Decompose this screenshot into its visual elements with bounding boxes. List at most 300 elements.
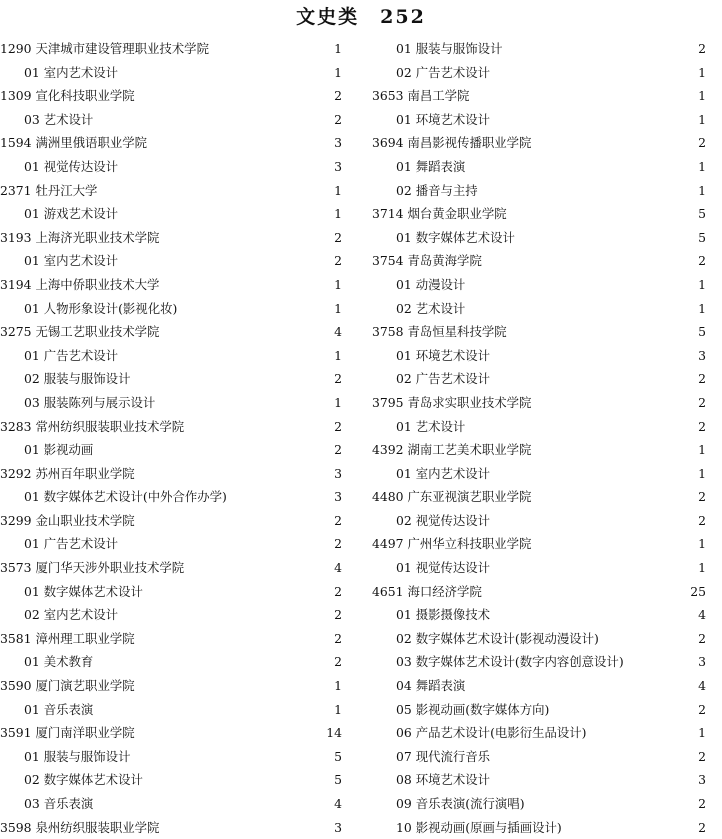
major-name xyxy=(24,650,93,674)
major-code: 01 xyxy=(24,701,40,717)
school-row xyxy=(0,131,342,155)
major-row xyxy=(372,108,706,132)
major-label: 室内艺术设计 xyxy=(43,253,119,269)
school-row xyxy=(0,556,342,580)
major-label: 摄影摄像技术 xyxy=(415,607,491,623)
major-row xyxy=(372,556,706,580)
school-label: 厦门华天涉外职业技术学院 xyxy=(35,560,185,576)
school-name xyxy=(0,415,184,439)
major-code: 01 xyxy=(396,276,412,292)
major-row xyxy=(0,391,342,415)
school-row xyxy=(0,816,342,839)
major-row xyxy=(372,768,706,792)
major-name xyxy=(24,61,118,85)
quota-count: 4 xyxy=(334,560,342,576)
major-code: 03 xyxy=(24,394,40,410)
quota-count: 2 xyxy=(698,371,706,387)
school-name xyxy=(0,320,159,344)
major-label: 数字媒体艺术设计(中外合作办学) xyxy=(43,489,227,505)
school-label: 无锡工艺职业技术学院 xyxy=(35,324,160,340)
school-code: 4497 xyxy=(372,536,404,552)
school-name xyxy=(372,391,531,415)
quota-count: 2 xyxy=(334,111,342,127)
major-name xyxy=(24,485,227,509)
major-name xyxy=(396,155,465,179)
major-row xyxy=(372,509,706,533)
quota-count: 2 xyxy=(698,630,706,646)
major-row xyxy=(372,627,706,651)
major-row xyxy=(0,650,342,674)
quota-count: 1 xyxy=(334,64,342,80)
quota-count: 2 xyxy=(334,607,342,623)
major-label: 人物形象设计(影视化妆) xyxy=(43,300,178,316)
right-column xyxy=(372,37,706,839)
major-code: 01 xyxy=(396,229,412,245)
major-name xyxy=(24,792,93,816)
quota-count: 1 xyxy=(698,111,706,127)
major-row xyxy=(0,438,342,462)
school-name xyxy=(0,273,159,297)
school-name xyxy=(372,532,531,556)
major-row xyxy=(372,415,706,439)
major-label: 舞蹈表演 xyxy=(415,158,466,174)
major-label: 影视动画(原画与插画设计) xyxy=(415,819,562,835)
school-label: 青岛求实职业技术学院 xyxy=(407,394,532,410)
major-code: 02 xyxy=(396,64,412,80)
school-name xyxy=(0,37,209,61)
major-code: 01 xyxy=(396,418,412,434)
major-label: 数字媒体艺术设计 xyxy=(415,229,515,245)
school-code: 3275 xyxy=(0,324,32,340)
school-label: 上海济光职业技术学院 xyxy=(35,229,160,245)
quota-count: 1 xyxy=(334,182,342,198)
quota-count: 5 xyxy=(334,772,342,788)
major-row xyxy=(0,367,342,391)
school-label: 烟台黄金职业学院 xyxy=(407,206,507,222)
school-label: 厦门南洋职业学院 xyxy=(35,725,135,741)
major-row xyxy=(0,485,342,509)
major-row xyxy=(372,61,706,85)
major-code: 01 xyxy=(396,158,412,174)
school-label: 南昌工学院 xyxy=(407,88,470,104)
major-label: 音乐表演(流行演唱) xyxy=(415,796,525,811)
major-row xyxy=(0,580,342,604)
school-code: 3758 xyxy=(372,324,404,340)
school-row xyxy=(372,320,706,344)
school-row xyxy=(0,179,342,203)
school-code: 3299 xyxy=(0,512,32,528)
major-name xyxy=(396,816,562,839)
major-label: 广告艺术设计 xyxy=(415,64,491,80)
school-code: 3591 xyxy=(0,725,32,741)
major-name xyxy=(396,226,515,250)
quota-count: 1 xyxy=(334,206,342,222)
quota-count: 1 xyxy=(334,678,342,694)
quota-count: 3 xyxy=(698,347,706,363)
major-row xyxy=(0,792,342,816)
school-name xyxy=(0,131,147,155)
school-name xyxy=(372,202,507,226)
quota-count: 5 xyxy=(698,206,706,222)
major-name xyxy=(396,37,502,61)
school-code: 4651 xyxy=(372,583,404,599)
major-label: 产品艺术设计(电影衍生品设计) xyxy=(415,725,587,741)
major-code: 01 xyxy=(396,560,412,576)
major-name xyxy=(396,698,549,722)
major-label: 艺术设计 xyxy=(415,418,466,434)
major-row xyxy=(0,698,342,722)
major-label: 室内艺术设计 xyxy=(43,64,119,80)
major-code: 01 xyxy=(24,489,40,505)
quota-count: 2 xyxy=(698,512,706,528)
major-row xyxy=(372,226,706,250)
school-label: 上海中侨职业技术大学 xyxy=(35,276,160,292)
school-label: 广东亚视演艺职业学院 xyxy=(407,489,532,505)
quota-count: 4 xyxy=(334,324,342,340)
major-name xyxy=(396,415,465,439)
school-code: 1290 xyxy=(0,41,32,56)
school-code: 3194 xyxy=(0,276,32,292)
quota-count: 5 xyxy=(334,748,342,764)
major-label: 视觉传达设计 xyxy=(43,158,119,174)
quota-count: 14 xyxy=(326,725,342,741)
school-row xyxy=(0,462,342,486)
school-code: 4480 xyxy=(372,489,404,505)
school-name xyxy=(0,556,184,580)
school-row xyxy=(372,202,706,226)
quota-count: 4 xyxy=(334,796,342,811)
quota-count: 2 xyxy=(698,41,706,56)
school-row xyxy=(0,273,342,297)
school-code: 3598 xyxy=(0,819,32,835)
school-row xyxy=(0,37,342,61)
major-code: 02 xyxy=(396,630,412,646)
major-name xyxy=(396,462,490,486)
major-row xyxy=(372,37,706,61)
major-name xyxy=(24,580,143,604)
major-name xyxy=(396,745,490,769)
school-row xyxy=(372,438,706,462)
left-column xyxy=(0,37,342,839)
major-name xyxy=(24,603,118,627)
quota-count: 2 xyxy=(698,135,706,151)
major-code: 02 xyxy=(396,371,412,387)
major-label: 服装与服饰设计 xyxy=(43,748,131,764)
major-label: 影视动画 xyxy=(43,442,94,458)
school-name xyxy=(372,249,482,273)
school-label: 厦门演艺职业学院 xyxy=(35,678,135,694)
major-name xyxy=(396,108,490,132)
major-label: 服装与服饰设计 xyxy=(415,41,503,56)
quota-count: 2 xyxy=(334,630,342,646)
quota-count: 1 xyxy=(698,536,706,552)
school-label: 青岛黄海学院 xyxy=(407,253,482,269)
quota-count: 2 xyxy=(698,796,706,811)
quota-count: 3 xyxy=(334,819,342,835)
major-name xyxy=(24,297,177,321)
quota-count: 1 xyxy=(334,394,342,410)
major-label: 广告艺术设计 xyxy=(415,371,491,387)
major-row xyxy=(0,155,342,179)
quota-count: 2 xyxy=(698,418,706,434)
quota-count: 2 xyxy=(698,394,706,410)
major-code: 01 xyxy=(24,442,40,458)
major-code: 10 xyxy=(396,819,412,835)
major-label: 美术教育 xyxy=(43,654,94,670)
major-row xyxy=(372,179,706,203)
quota-count: 1 xyxy=(698,64,706,80)
school-name xyxy=(372,580,482,604)
school-code: 3292 xyxy=(0,465,32,481)
major-code: 01 xyxy=(24,654,40,670)
quota-count: 2 xyxy=(334,418,342,434)
school-label: 牡丹江大学 xyxy=(35,182,98,198)
quota-count: 1 xyxy=(334,41,342,56)
school-name xyxy=(372,485,531,509)
school-code: 1309 xyxy=(0,88,32,104)
page-title: 文史类 252 xyxy=(296,6,426,28)
major-code: 01 xyxy=(396,347,412,363)
major-name xyxy=(24,745,130,769)
major-name xyxy=(396,61,490,85)
major-name xyxy=(24,155,118,179)
major-name xyxy=(24,698,93,722)
school-name xyxy=(372,84,469,108)
school-row xyxy=(372,485,706,509)
school-row xyxy=(372,391,706,415)
major-label: 服装与服饰设计 xyxy=(43,371,131,387)
school-label: 广州华立科技职业学院 xyxy=(407,536,532,552)
school-code: 1594 xyxy=(0,135,32,151)
major-name xyxy=(24,768,143,792)
major-name xyxy=(24,391,155,415)
major-name xyxy=(396,344,490,368)
major-row xyxy=(372,344,706,368)
school-row xyxy=(372,84,706,108)
quota-count: 2 xyxy=(698,819,706,835)
major-row xyxy=(0,603,342,627)
major-name xyxy=(396,721,586,745)
major-label: 广告艺术设计 xyxy=(43,347,119,363)
major-code: 09 xyxy=(396,796,412,811)
major-row xyxy=(0,768,342,792)
school-row xyxy=(0,509,342,533)
major-code: 01 xyxy=(396,41,412,56)
major-name xyxy=(396,273,465,297)
school-name xyxy=(0,721,135,745)
major-label: 音乐表演 xyxy=(43,796,94,811)
school-name xyxy=(372,131,531,155)
school-row xyxy=(0,320,342,344)
quota-count: 1 xyxy=(698,182,706,198)
school-name xyxy=(0,816,159,839)
school-code: 3694 xyxy=(372,135,404,151)
school-code: 3581 xyxy=(0,630,32,646)
major-code: 05 xyxy=(396,701,412,717)
major-label: 数字媒体艺术设计(数字内容创意设计) xyxy=(415,654,624,670)
major-name xyxy=(396,627,599,651)
school-label: 南昌影视传播职业学院 xyxy=(407,135,532,151)
quota-count: 1 xyxy=(698,442,706,458)
major-name xyxy=(396,768,490,792)
school-name xyxy=(0,509,135,533)
school-code: 3193 xyxy=(0,229,32,245)
school-row xyxy=(0,415,342,439)
major-row xyxy=(0,61,342,85)
school-name xyxy=(0,462,135,486)
school-name xyxy=(372,320,507,344)
school-code: 2371 xyxy=(0,182,32,198)
school-label: 金山职业技术学院 xyxy=(35,512,135,528)
quota-count: 1 xyxy=(698,725,706,741)
quota-count: 3 xyxy=(698,772,706,788)
major-label: 室内艺术设计 xyxy=(415,465,491,481)
quota-count: 3 xyxy=(334,135,342,151)
major-code: 02 xyxy=(24,371,40,387)
school-row xyxy=(0,226,342,250)
school-label: 苏州百年职业学院 xyxy=(35,465,135,481)
major-row xyxy=(0,249,342,273)
major-label: 视觉传达设计 xyxy=(415,560,491,576)
major-code: 01 xyxy=(396,465,412,481)
major-name xyxy=(396,603,490,627)
school-label: 青岛恒星科技学院 xyxy=(407,324,507,340)
major-code: 08 xyxy=(396,772,412,788)
school-code: 3283 xyxy=(0,418,32,434)
major-row xyxy=(372,367,706,391)
major-name xyxy=(396,297,465,321)
quota-count: 3 xyxy=(334,489,342,505)
quota-count: 1 xyxy=(698,300,706,316)
quota-count: 25 xyxy=(690,583,706,599)
quota-count: 2 xyxy=(698,748,706,764)
quota-count: 1 xyxy=(334,701,342,717)
quota-count: 1 xyxy=(698,88,706,104)
major-code: 07 xyxy=(396,748,412,764)
major-code: 02 xyxy=(24,607,40,623)
major-code: 01 xyxy=(396,607,412,623)
major-label: 影视动画(数字媒体方向) xyxy=(415,701,550,717)
quota-count: 1 xyxy=(334,300,342,316)
major-row xyxy=(372,297,706,321)
major-label: 室内艺术设计 xyxy=(43,607,119,623)
school-label: 满洲里俄语职业学院 xyxy=(35,135,148,151)
quota-count: 1 xyxy=(334,347,342,363)
quota-count: 3 xyxy=(698,654,706,670)
major-code: 02 xyxy=(396,512,412,528)
school-label: 常州纺织服装职业技术学院 xyxy=(35,418,185,434)
major-row xyxy=(0,108,342,132)
major-code: 03 xyxy=(396,654,412,670)
major-code: 02 xyxy=(396,182,412,198)
quota-count: 2 xyxy=(334,88,342,104)
major-label: 播音与主持 xyxy=(415,182,478,198)
school-row xyxy=(372,580,706,604)
major-row xyxy=(372,155,706,179)
major-label: 艺术设计 xyxy=(415,300,466,316)
major-code: 03 xyxy=(24,111,40,127)
quota-count: 2 xyxy=(334,229,342,245)
major-name xyxy=(24,202,118,226)
major-name xyxy=(24,367,130,391)
school-name xyxy=(0,627,135,651)
major-code: 01 xyxy=(24,583,40,599)
school-code: 3573 xyxy=(0,560,32,576)
major-label: 游戏艺术设计 xyxy=(43,206,119,222)
school-row xyxy=(0,84,342,108)
major-row xyxy=(372,273,706,297)
major-code: 02 xyxy=(24,772,40,788)
quota-count: 5 xyxy=(698,229,706,245)
major-label: 现代流行音乐 xyxy=(415,748,491,764)
major-label: 视觉传达设计 xyxy=(415,512,491,528)
major-row xyxy=(0,745,342,769)
major-row xyxy=(372,721,706,745)
quota-count: 2 xyxy=(334,442,342,458)
major-code: 01 xyxy=(24,253,40,269)
major-name xyxy=(396,179,478,203)
major-code: 06 xyxy=(396,725,412,741)
school-code: 3653 xyxy=(372,88,404,104)
major-code: 01 xyxy=(24,748,40,764)
major-row xyxy=(372,603,706,627)
school-label: 海口经济学院 xyxy=(407,583,482,599)
school-row xyxy=(372,131,706,155)
school-name xyxy=(0,226,159,250)
quota-count: 1 xyxy=(698,276,706,292)
major-code: 04 xyxy=(396,678,412,694)
major-name xyxy=(396,556,490,580)
major-name xyxy=(24,438,93,462)
major-row xyxy=(372,650,706,674)
quota-count: 1 xyxy=(698,158,706,174)
major-label: 舞蹈表演 xyxy=(415,678,466,694)
school-code: 3714 xyxy=(372,206,404,222)
major-label: 动漫设计 xyxy=(415,276,466,292)
school-name xyxy=(0,179,97,203)
major-label: 数字媒体艺术设计 xyxy=(43,583,143,599)
school-label: 天津城市建设管理职业技术学院 xyxy=(35,41,209,56)
major-label: 服装陈列与展示设计 xyxy=(43,394,156,410)
major-label: 环境艺术设计 xyxy=(415,772,491,788)
school-row xyxy=(372,532,706,556)
major-label: 音乐表演 xyxy=(43,701,94,717)
school-code: 4392 xyxy=(372,442,404,458)
quota-count: 2 xyxy=(334,536,342,552)
major-name xyxy=(24,532,118,556)
quota-count: 1 xyxy=(698,465,706,481)
school-row xyxy=(0,721,342,745)
school-row xyxy=(372,249,706,273)
major-code: 01 xyxy=(24,536,40,552)
major-code: 02 xyxy=(396,300,412,316)
major-row xyxy=(0,532,342,556)
quota-count: 2 xyxy=(334,512,342,528)
school-name xyxy=(0,84,135,108)
major-code: 01 xyxy=(24,347,40,363)
school-row xyxy=(0,627,342,651)
school-name xyxy=(372,438,531,462)
major-row xyxy=(0,297,342,321)
quota-count: 1 xyxy=(334,276,342,292)
school-code: 3590 xyxy=(0,678,32,694)
major-row xyxy=(372,816,706,839)
school-label: 泉州纺织服装职业学院 xyxy=(35,819,160,835)
school-label: 漳州理工职业学院 xyxy=(35,630,135,646)
major-code: 01 xyxy=(396,111,412,127)
major-label: 艺术设计 xyxy=(43,111,94,127)
major-name xyxy=(24,249,118,273)
